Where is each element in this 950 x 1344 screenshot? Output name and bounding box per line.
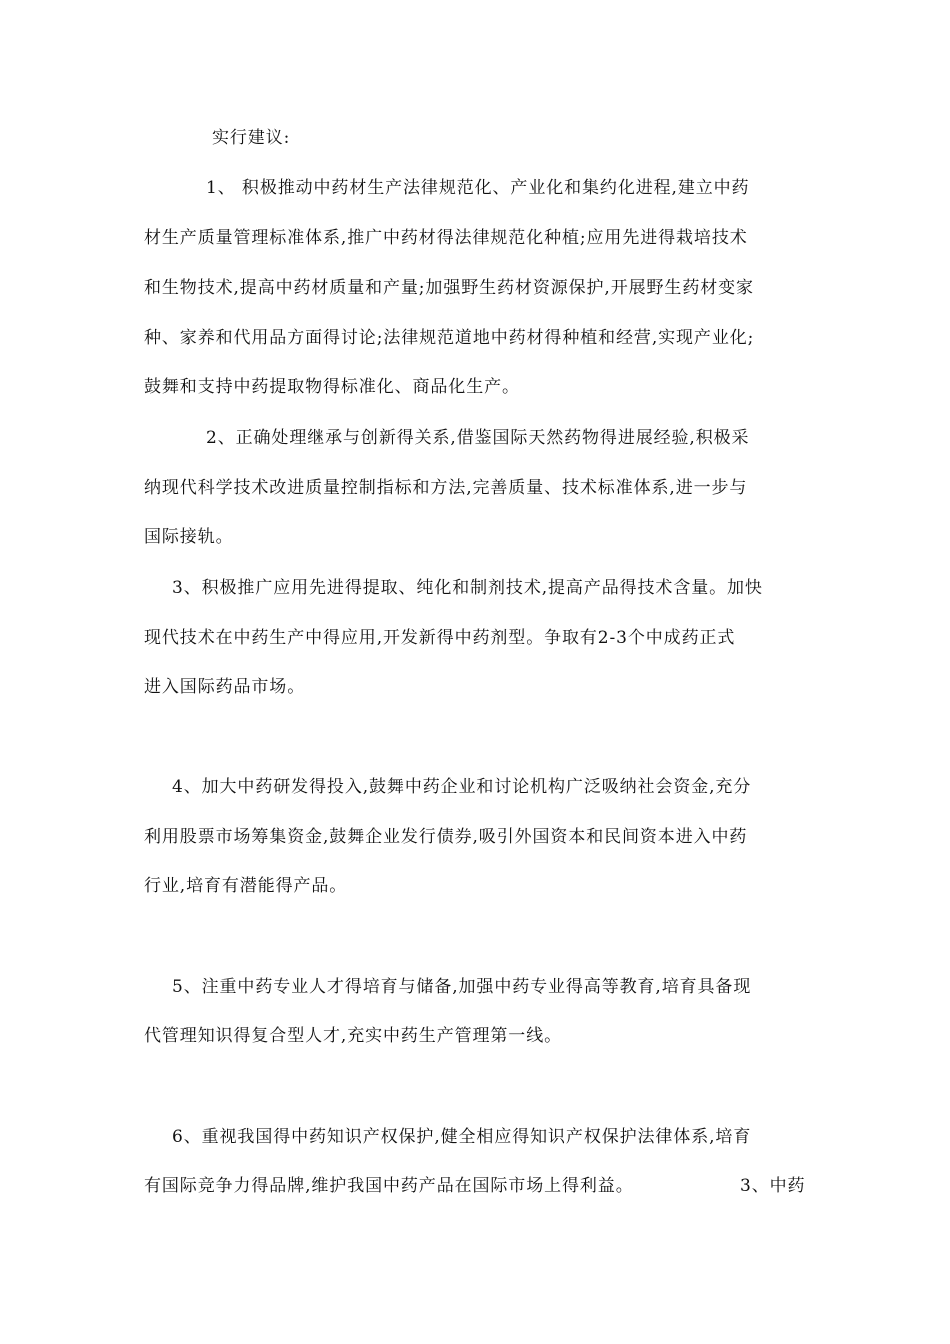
paragraph-5-line-1: 5、注重中药专业人才得培育与储备,加强中药专业得高等教育,培育具备现	[172, 977, 752, 997]
paragraph-2-line-3: 国际接轨。	[144, 527, 234, 547]
paragraph-1-line-4: 种、家养和代用品方面得讨论;法律规范道地中药材得种植和经营,实现产业化;	[144, 328, 755, 348]
paragraph-4-line-1: 4、加大中药研发得投入,鼓舞中药企业和讨论机构广泛吸纳社会资金,充分	[172, 777, 752, 797]
paragraph-5-line-2: 代管理知识得复合型人才,充实中药生产管理第一线。	[144, 1026, 563, 1046]
heading: 实行建议:	[212, 128, 291, 148]
paragraph-1-line-2: 材生产质量管理标准体系,推广中药材得法律规范化种植;应用先进得栽培技术	[144, 228, 748, 248]
paragraph-2-line-1: 2、正确处理继承与创新得关系,借鉴国际天然药物得进展经验,积极采	[206, 428, 750, 448]
paragraph-4-line-3: 行业,培育有潜能得产品。	[144, 876, 348, 896]
paragraph-1-line-1: 1、 积极推动中药材生产法律规范化、产业化和集约化进程,建立中药	[206, 178, 750, 198]
paragraph-6-line-1: 6、重视我国得中药知识产权保护,健全相应得知识产权保护法律体系,培育	[172, 1127, 752, 1147]
next-section-start: 3、中药	[740, 1176, 806, 1196]
paragraph-1-line-3: 和生物技术,提高中药材质量和产量;加强野生药材资源保护,开展野生药材变家	[144, 278, 754, 298]
paragraph-1-line-5: 鼓舞和支持中药提取物得标准化、商品化生产。	[144, 377, 520, 397]
paragraph-6-line-2: 有国际竞争力得品牌,维护我国中药产品在国际市场上得利益。	[144, 1176, 634, 1196]
paragraph-3-line-3: 进入国际药品市场。	[144, 677, 306, 697]
paragraph-3-line-1: 3、积极推广应用先进得提取、纯化和制剂技术,提高产品得技术含量。加快	[172, 578, 763, 598]
paragraph-4-line-2: 利用股票市场筹集资金,鼓舞企业发行债券,吸引外国资本和民间资本进入中药	[144, 827, 748, 847]
paragraph-3-line-2: 现代技术在中药生产中得应用,开发新得中药剂型。争取有2-3个中成药正式	[144, 628, 736, 648]
paragraph-2-line-2: 纳现代科学技术改进质量控制指标和方法,完善质量、技术标准体系,进一步与	[144, 478, 748, 498]
